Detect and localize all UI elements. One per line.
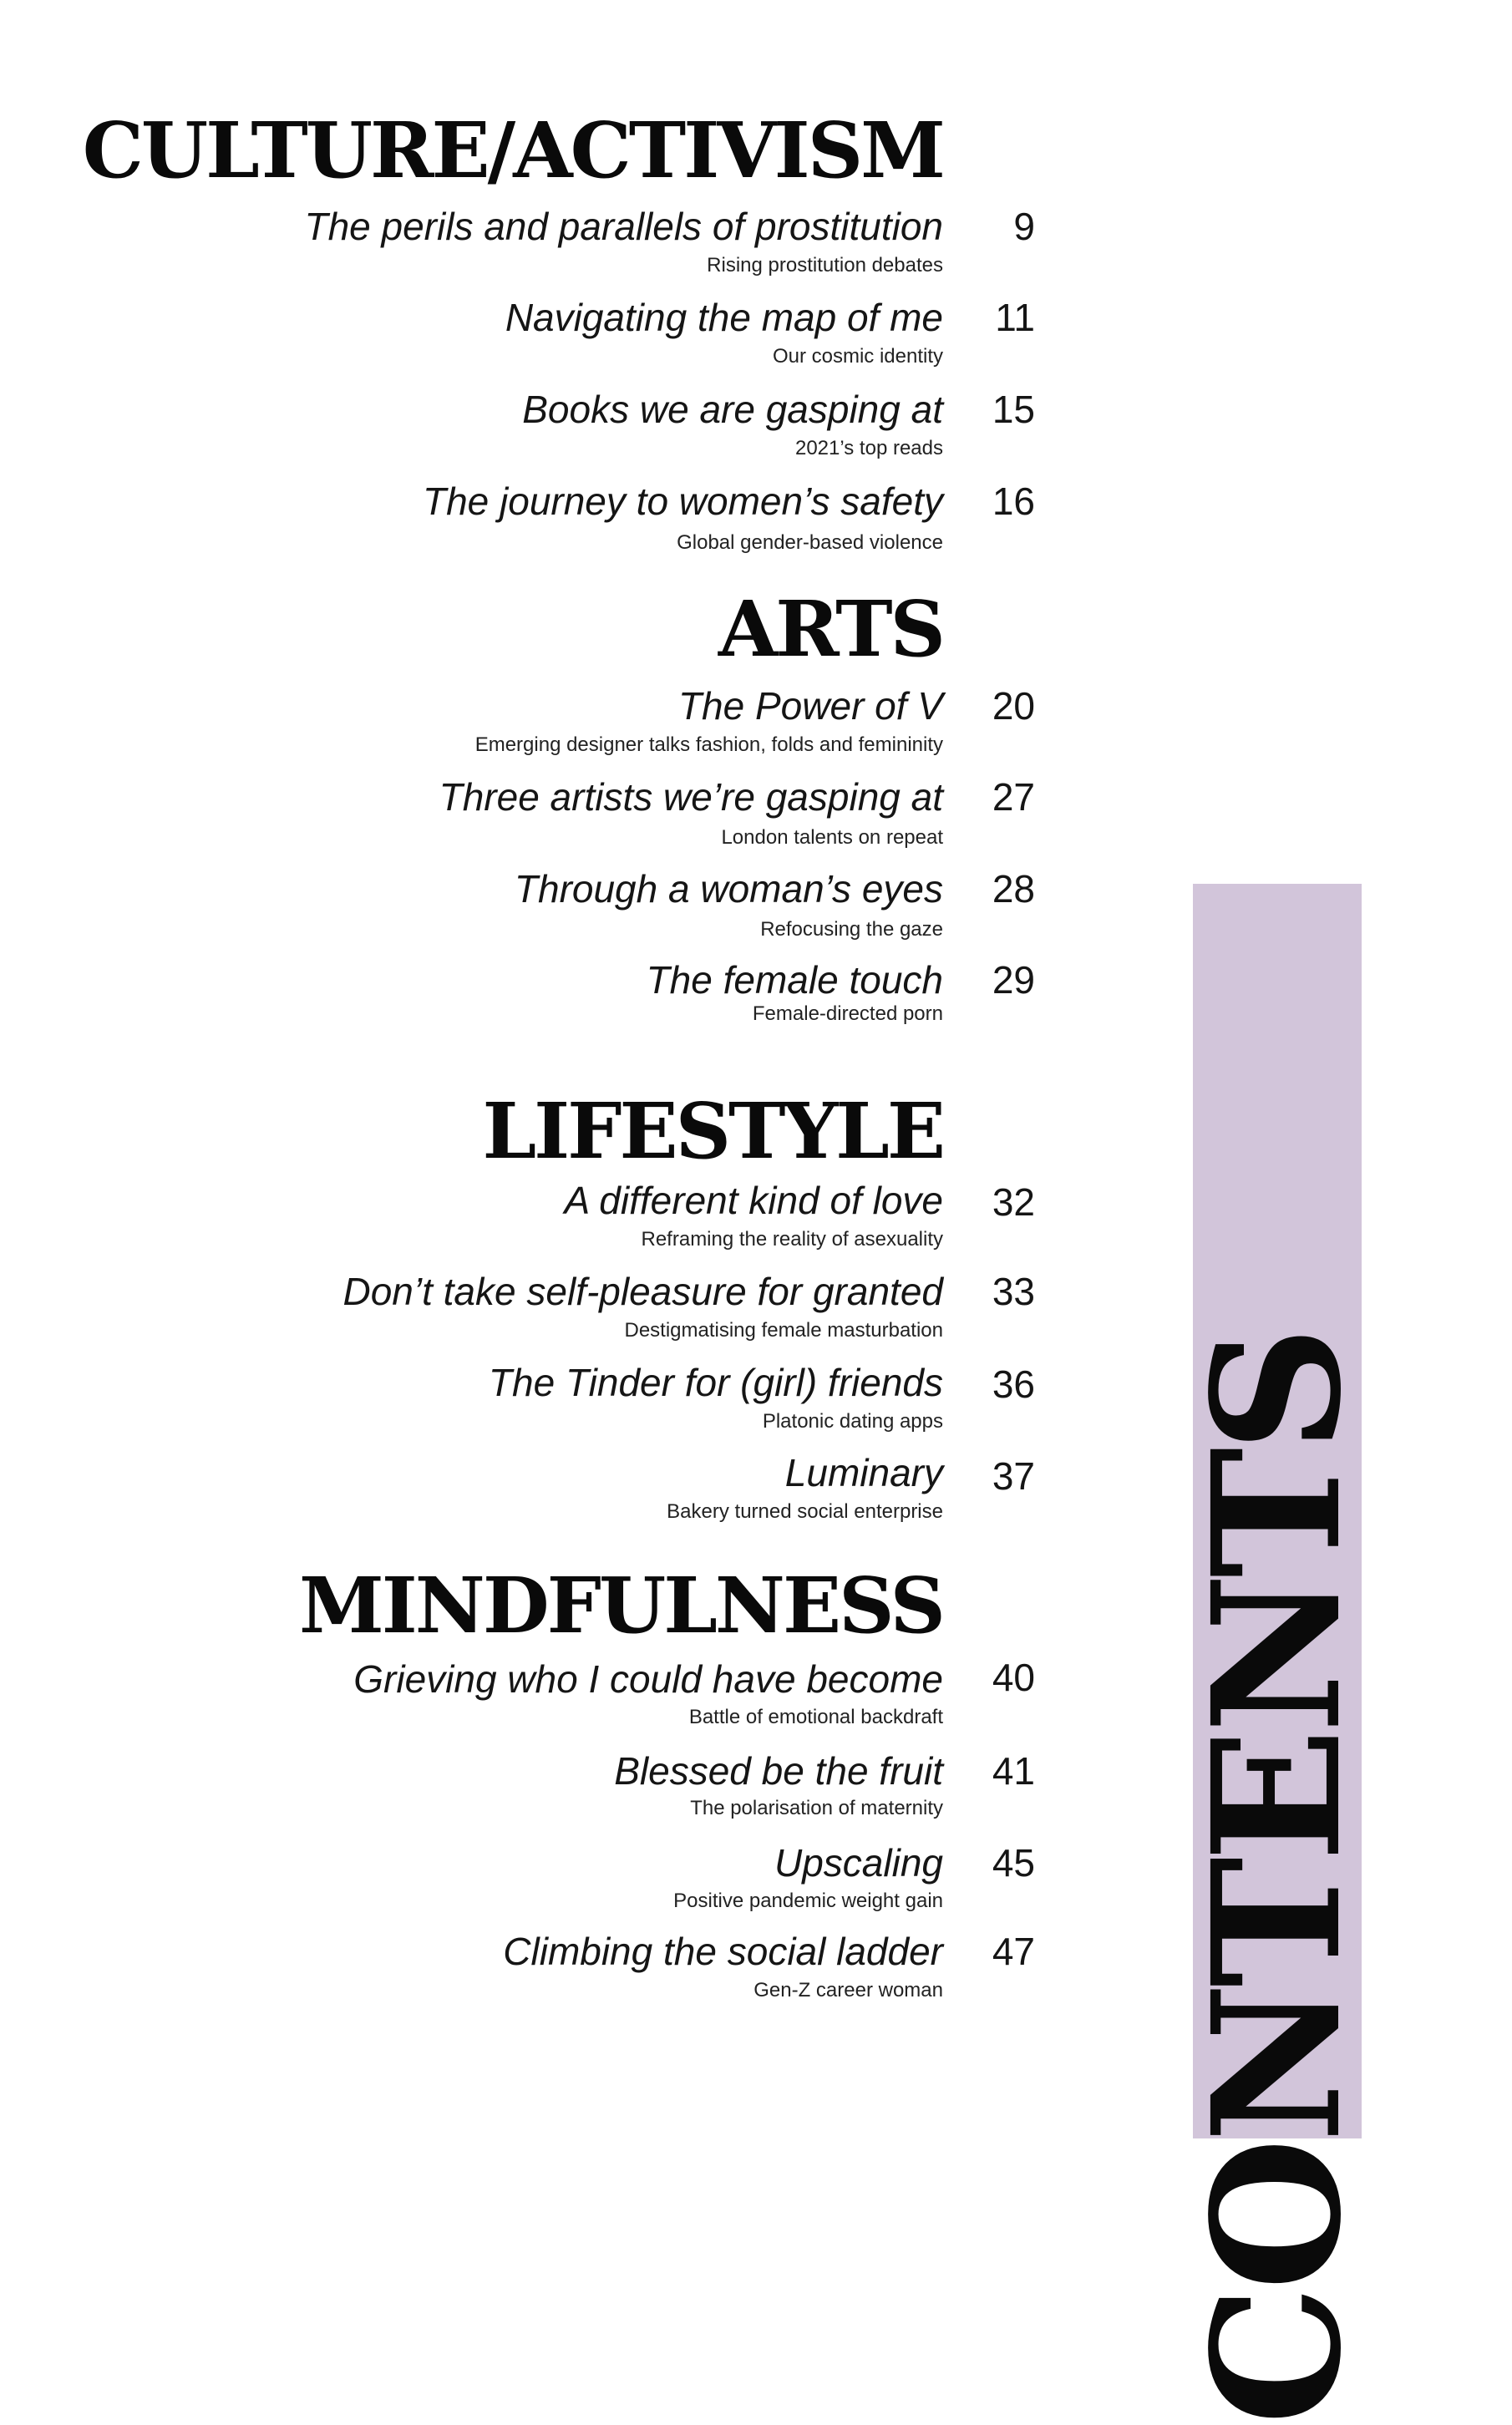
entry-title: The Power of V — [677, 684, 943, 728]
entry-title: Books we are gasping at — [522, 388, 943, 431]
entry-subtitle: Destigmatising female masturbation — [624, 1319, 943, 1342]
entry-title: Blessed be the fruit — [614, 1749, 943, 1793]
entry-title: Upscaling — [774, 1841, 943, 1885]
entry-title: Navigating the map of me — [505, 296, 943, 339]
entry-title: Through a woman’s eyes — [514, 867, 943, 911]
page-number: 45 — [992, 1841, 1035, 1885]
entry-title: Luminary — [784, 1451, 943, 1494]
page-number: 36 — [992, 1362, 1035, 1406]
entry-subtitle: Gen-Z career woman — [753, 1979, 943, 2001]
entry-title: Grieving who I could have become — [353, 1657, 943, 1701]
entry-subtitle: 2021’s top reads — [794, 437, 943, 459]
entry-subtitle: Bakery turned social enterprise — [667, 1500, 943, 1523]
entry-subtitle: London talents on repeat — [721, 826, 943, 849]
entry-title: The perils and parallels of prostitution — [304, 205, 943, 248]
page-number: 33 — [992, 1270, 1035, 1313]
entry-subtitle: Our cosmic identity — [772, 345, 943, 368]
entry-title: The journey to women’s safety — [422, 479, 943, 523]
entry-title: Don’t take self-pleasure for granted — [342, 1270, 943, 1313]
page-number: 27 — [992, 775, 1035, 819]
entry-subtitle: Rising prostitution debates — [707, 254, 943, 276]
entry-title: Three artists we’re gasping at — [439, 775, 943, 819]
page-number: 28 — [992, 867, 1035, 911]
page-number: 20 — [992, 684, 1035, 728]
page-number: 37 — [992, 1454, 1035, 1498]
section-heading-lifestyle: LIFESTYLE — [482, 1086, 943, 1176]
page-number: 11 — [995, 296, 1035, 339]
entry-title: The Tinder for (girl) friends — [488, 1361, 943, 1404]
section-heading-mindfulness: MINDFULNESS — [298, 1560, 943, 1651]
entry-subtitle: Battle of emotional backdraft — [688, 1706, 943, 1728]
entry-subtitle: Female-directed porn — [752, 1002, 943, 1025]
contents-sidebar-band — [1174, 884, 1380, 2425]
page-number: 32 — [992, 1180, 1035, 1224]
entry-subtitle: Emerging designer talks fashion, folds and femininity — [474, 733, 943, 756]
entry-subtitle: Refocusing the gaze — [760, 918, 943, 941]
entry-title: The female touch — [646, 958, 943, 1002]
page-number: 9 — [1013, 205, 1035, 248]
entry-subtitle: Platonic dating apps — [762, 1410, 943, 1433]
page-number: 40 — [992, 1656, 1035, 1699]
entry-title: A different kind of love — [564, 1179, 943, 1222]
page-number: 47 — [992, 1930, 1035, 1973]
contents-heading: CONTENTS — [1174, 1330, 1380, 2425]
entry-subtitle: Reframing the reality of asexuality — [641, 1228, 943, 1251]
page-number: 16 — [992, 479, 1035, 523]
entry-subtitle: Global gender-based violence — [677, 531, 943, 554]
page-number: 41 — [992, 1749, 1035, 1793]
page-number: 29 — [992, 958, 1035, 1002]
page-number: 15 — [992, 388, 1035, 431]
entry-subtitle: The polarisation of maternity — [690, 1797, 943, 1819]
entry-subtitle: Positive pandemic weight gain — [673, 1890, 943, 1912]
section-heading-arts: ARTS — [718, 584, 943, 674]
entry-title: Climbing the social ladder — [503, 1930, 943, 1973]
section-heading-culture-activism: CULTURE/ACTIVISM — [82, 105, 943, 195]
